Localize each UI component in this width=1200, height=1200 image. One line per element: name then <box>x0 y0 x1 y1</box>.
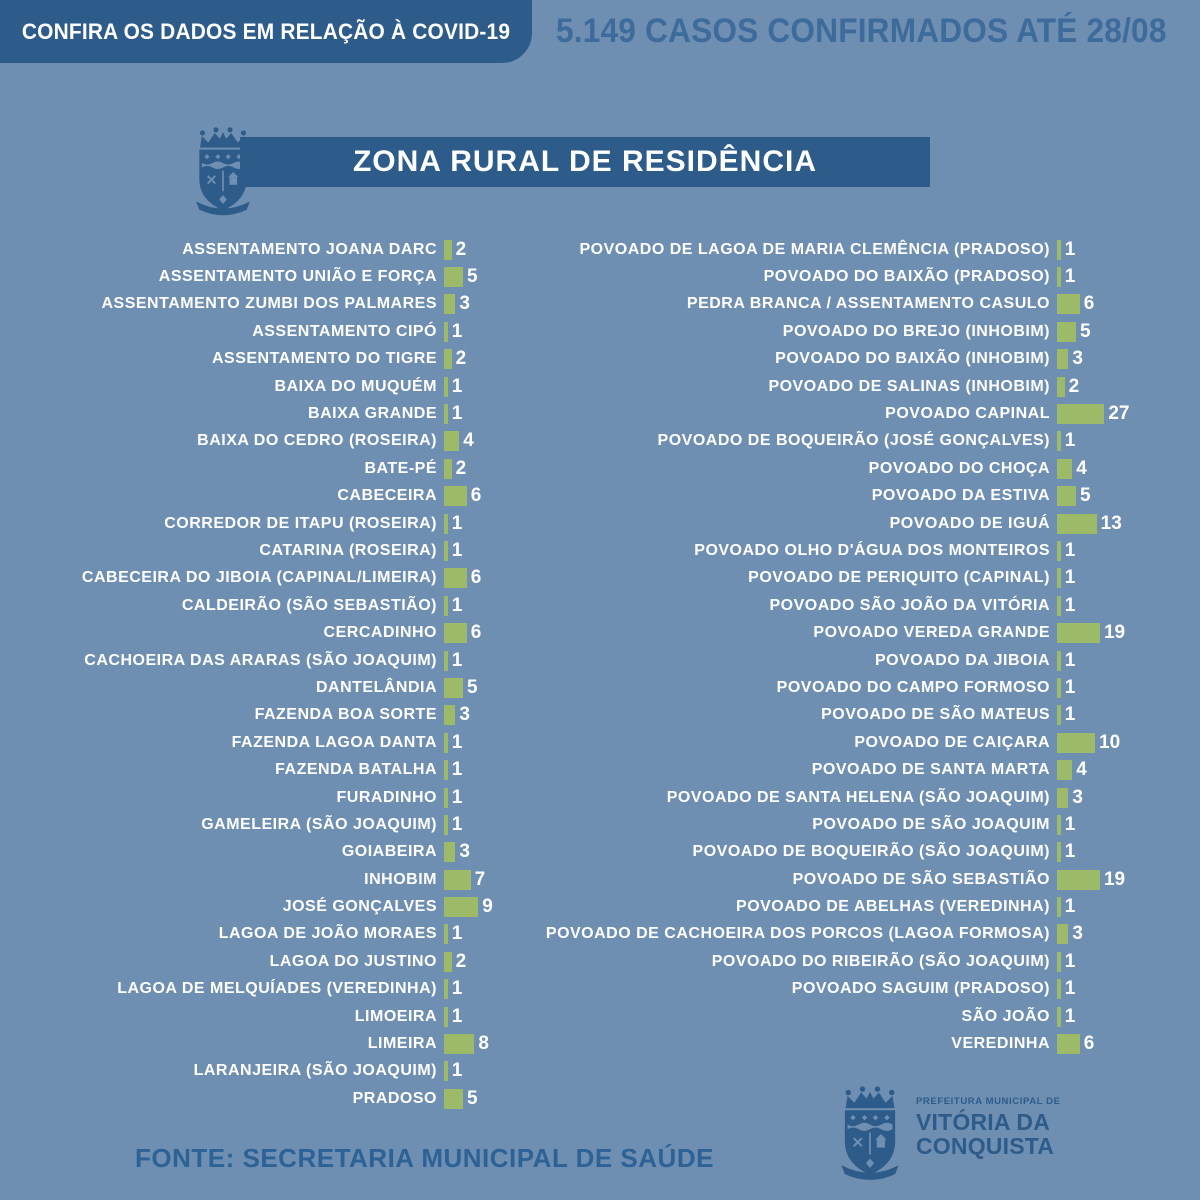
value-bar <box>444 842 455 862</box>
value-bar <box>444 760 448 780</box>
locality-label: ASSENTAMENTO DO TIGRE <box>211 350 437 368</box>
value-label: 19 <box>1103 622 1126 644</box>
locality-label: POVOADO DE BOQUEIRÃO (SÃO JOAQUIM) <box>692 843 1050 861</box>
chart-row <box>0 811 493 838</box>
value-bar <box>1057 678 1061 698</box>
cases-headline: 5.149 CASOS CONFIRMADOS ATÉ 28/08 <box>556 12 1167 50</box>
chart-row <box>0 1030 493 1057</box>
value-label: 1 <box>1064 649 1076 671</box>
chart-row <box>0 866 493 893</box>
value-bar <box>1057 760 1072 780</box>
locality-label: FAZENDA LAGOA DANTA <box>231 733 437 751</box>
chart-row <box>0 373 493 400</box>
locality-label: POVOADO DE SANTA HELENA (SÃO JOAQUIM) <box>666 788 1050 806</box>
locality-label: POVOADO DO RIBEIRÃO (SÃO JOAQUIM) <box>711 952 1050 970</box>
value-label: 2 <box>455 238 467 260</box>
chart-row <box>460 647 1129 674</box>
locality-label: POVOADO DE SÃO MATEUS <box>821 706 1050 724</box>
value-bar <box>1057 842 1061 862</box>
value-label: 4 <box>463 430 474 452</box>
chart-column-right <box>460 236 1129 1058</box>
value-bar <box>1057 870 1100 890</box>
value-label: 1 <box>451 1060 463 1082</box>
chart-row <box>0 784 493 811</box>
value-label: 5 <box>467 676 478 698</box>
locality-label: VEREDINHA <box>951 1035 1050 1053</box>
locality-label: POVOADO DE PERIQUITO (CAPINAL) <box>748 569 1050 587</box>
chart-row <box>460 428 1129 455</box>
locality-label: CORREDOR DE ITAPU (ROSEIRA) <box>164 514 437 532</box>
chart-row <box>460 948 1129 975</box>
value-bar <box>1057 486 1076 506</box>
value-label: 1 <box>451 759 463 781</box>
locality-label: PRADOSO <box>352 1089 437 1107</box>
value-label: 1 <box>451 594 463 616</box>
value-label: 9 <box>482 896 493 918</box>
value-label: 3 <box>459 841 470 863</box>
value-label: 5 <box>467 1087 478 1109</box>
locality-label: POVOADO DE CACHOEIRA DOS PORCOS (LAGOA FORMOSA) <box>545 925 1050 943</box>
locality-label: POVOADO DO CAMPO FORMOSO <box>776 678 1050 696</box>
chart-row <box>460 400 1129 427</box>
locality-label: POVOADO DO BREJO (INHOBIM) <box>782 322 1050 340</box>
locality-label: ASSENTAMENTO CIPÓ <box>252 322 437 340</box>
value-label: 1 <box>1064 950 1076 972</box>
value-label: 2 <box>455 348 467 370</box>
value-bar <box>1057 1034 1080 1054</box>
value-bar <box>1057 651 1061 671</box>
chart-row <box>0 537 493 564</box>
value-label: 6 <box>1083 293 1095 315</box>
chart-row <box>460 976 1129 1003</box>
value-label: 1 <box>451 978 463 1000</box>
value-bar <box>444 404 448 424</box>
value-bar <box>444 459 452 479</box>
value-label: 2 <box>455 950 467 972</box>
value-bar <box>444 596 448 616</box>
chart-row <box>0 893 493 920</box>
value-bar <box>1057 377 1065 397</box>
value-label: 3 <box>459 704 470 726</box>
chart-row <box>0 263 493 290</box>
chart-row <box>460 921 1129 948</box>
value-bar <box>1057 240 1061 260</box>
chart-row <box>0 647 493 674</box>
locality-label: POVOADO DO CHOÇA <box>868 459 1050 477</box>
locality-label: POVOADO DE SÃO SEBASTIÃO <box>792 870 1050 888</box>
value-bar <box>1057 979 1061 999</box>
value-bar <box>1057 349 1068 369</box>
locality-label: LIMOEIRA <box>354 1007 437 1025</box>
chart-row <box>460 483 1129 510</box>
chart-row <box>0 976 493 1003</box>
value-bar <box>444 1007 448 1027</box>
value-label: 27 <box>1108 403 1130 425</box>
chart-row <box>460 866 1129 893</box>
value-bar <box>444 651 448 671</box>
locality-label: POVOADO DE SANTA MARTA <box>811 761 1050 779</box>
title-bar <box>240 137 930 187</box>
value-bar <box>1057 267 1061 287</box>
chart-row <box>460 346 1129 373</box>
footer-logo <box>916 1096 1061 1158</box>
value-bar <box>444 349 452 369</box>
value-label: 5 <box>1080 320 1091 342</box>
value-bar <box>444 924 448 944</box>
value-bar <box>444 733 448 753</box>
value-bar <box>444 979 448 999</box>
value-bar <box>444 431 459 451</box>
value-label: 6 <box>1083 1033 1095 1055</box>
chart-row <box>460 565 1129 592</box>
locality-label: POVOADO DE ABELHAS (VEREDINHA) <box>736 898 1050 916</box>
value-label: 6 <box>470 567 482 589</box>
chart-row <box>0 619 493 646</box>
locality-label: GAMELEIRA (SÃO JOAQUIM) <box>201 815 437 833</box>
locality-label: BATE-PÉ <box>364 459 437 477</box>
value-label: 3 <box>1072 348 1083 370</box>
locality-label: ASSENTAMENTO UNIÃO E FORÇA <box>158 268 437 286</box>
locality-label: POVOADO DA JIBOIA <box>874 651 1050 669</box>
value-bar <box>1057 514 1097 534</box>
locality-label: POVOADO SÃO JOÃO DA VITÓRIA <box>769 596 1050 614</box>
value-bar <box>444 705 455 725</box>
value-label: 1 <box>1064 813 1076 835</box>
locality-label: FURADINHO <box>336 788 437 806</box>
chart-row <box>460 537 1129 564</box>
locality-label: POVOADO CAPINAL <box>885 405 1050 423</box>
locality-label: LIMEIRA <box>367 1035 437 1053</box>
chart-row <box>460 839 1129 866</box>
value-label: 1 <box>451 813 463 835</box>
value-label: 1 <box>1064 676 1076 698</box>
chart-row <box>460 318 1129 345</box>
value-bar <box>1057 952 1061 972</box>
chart-row <box>0 318 493 345</box>
chart-row <box>460 510 1129 537</box>
locality-label: POVOADO DE CAIÇARA <box>854 733 1050 751</box>
chart-row <box>0 839 493 866</box>
value-bar <box>1057 459 1072 479</box>
value-label: 1 <box>1064 539 1076 561</box>
locality-label: POVOADO DE SALINAS (INHOBIM) <box>768 377 1050 395</box>
locality-label: LAGOA DE JOÃO MORAES <box>218 925 437 943</box>
source-text: FONTE: SECRETARIA MUNICIPAL DE SAÚDE <box>135 1143 714 1173</box>
value-label: 3 <box>1072 786 1083 808</box>
value-label: 1 <box>451 923 463 945</box>
value-label: 1 <box>451 731 463 753</box>
chart-row <box>0 483 493 510</box>
chart-row <box>0 565 493 592</box>
locality-label: CATARINA (ROSEIRA) <box>259 541 437 559</box>
chart-row <box>460 702 1129 729</box>
value-label: 1 <box>451 320 463 342</box>
value-label: 1 <box>451 786 463 808</box>
locality-label: LAGOA DE MELQUÍADES (VEREDINHA) <box>117 980 437 998</box>
locality-label: POVOADO OLHO D'ÁGUA DOS MONTEIROS <box>694 541 1050 559</box>
value-label: 1 <box>451 1005 463 1027</box>
value-label: 1 <box>451 403 463 425</box>
locality-label: POVOADO VEREDA GRANDE <box>813 624 1050 642</box>
locality-label: CABECEIRA <box>337 487 437 505</box>
value-bar <box>1057 788 1068 808</box>
value-label: 8 <box>478 1033 489 1055</box>
locality-label: POVOADO DO BAIXÃO (PRADOSO) <box>763 268 1050 286</box>
locality-label: CERCADINHO <box>323 624 437 642</box>
locality-label: POVOADO DE BOQUEIRÃO (JOSÉ GONÇALVES) <box>657 432 1050 450</box>
value-bar <box>444 952 452 972</box>
chart-row <box>460 729 1129 756</box>
page-title: ZONA RURAL DE RESIDÊNCIA <box>352 145 818 178</box>
value-bar <box>1057 897 1061 917</box>
chart-row <box>460 236 1129 263</box>
chart-row <box>0 346 493 373</box>
chart-column-left <box>0 236 493 1113</box>
chart-row <box>0 756 493 783</box>
value-label: 7 <box>474 868 486 890</box>
value-label: 1 <box>1064 704 1076 726</box>
chart-row <box>0 948 493 975</box>
chart-row <box>0 592 493 619</box>
chart-row <box>460 756 1129 783</box>
city-crest-footer-icon <box>836 1086 904 1182</box>
value-label: 4 <box>1076 457 1087 479</box>
value-bar <box>444 294 455 314</box>
chart-row <box>460 592 1129 619</box>
chart-row <box>460 455 1129 482</box>
value-label: 1 <box>1064 567 1076 589</box>
chart-row <box>460 619 1129 646</box>
value-label: 10 <box>1099 731 1121 753</box>
value-bar <box>444 240 452 260</box>
locality-label: POVOADO DO BAIXÃO (INHOBIM) <box>775 350 1050 368</box>
value-label: 5 <box>1080 485 1091 507</box>
value-bar <box>1057 541 1061 561</box>
locality-label: LARANJEIRA (SÃO JOAQUIM) <box>193 1062 437 1080</box>
locality-label: ASSENTAMENTO JOANA DARC <box>182 240 437 258</box>
value-label: 4 <box>1076 759 1087 781</box>
locality-label: POVOADO DE LAGOA DE MARIA CLEMÊNCIA (PRADOSO) <box>579 240 1050 258</box>
value-bar <box>1057 596 1061 616</box>
chart-row <box>460 1003 1129 1030</box>
locality-label: POVOADO DE SÃO JOAQUIM <box>812 815 1050 833</box>
value-label: 5 <box>467 266 478 288</box>
value-label: 1 <box>1064 238 1076 260</box>
chart-row <box>460 291 1129 318</box>
chart-row <box>0 455 493 482</box>
banner-label: CONFIRA OS DADOS EM RELAÇÃO À COVID-19 <box>21 18 511 44</box>
value-label: 1 <box>451 649 463 671</box>
locality-label: CACHOEIRA DAS ARARAS (SÃO JOAQUIM) <box>84 651 437 669</box>
locality-label: POVOADO DA ESTIVA <box>871 487 1050 505</box>
locality-label: GOIABEIRA <box>341 843 437 861</box>
chart-row <box>460 263 1129 290</box>
value-label: 1 <box>1064 1005 1076 1027</box>
chart-row <box>460 811 1129 838</box>
locality-label: JOSÉ GONÇALVES <box>282 898 437 916</box>
logo-subtitle: PREFEITURA MUNICIPAL DE <box>916 1096 1061 1107</box>
value-bar <box>444 514 448 534</box>
locality-label: BAIXA GRANDE <box>308 405 437 423</box>
chart-row <box>0 1058 493 1085</box>
value-bar <box>444 788 448 808</box>
locality-label: ASSENTAMENTO ZUMBI DOS PALMARES <box>101 295 437 313</box>
locality-label: CABECEIRA DO JIBOIA (CAPINAL/LIMEIRA) <box>81 569 437 587</box>
chart-row <box>0 236 493 263</box>
value-bar <box>1057 322 1076 342</box>
value-label: 1 <box>1064 978 1076 1000</box>
value-label: 1 <box>1064 430 1076 452</box>
chart-row <box>0 702 493 729</box>
value-label: 19 <box>1103 868 1126 890</box>
locality-label: DANTELÂNDIA <box>315 678 437 696</box>
chart-row <box>0 729 493 756</box>
value-bar <box>1057 924 1068 944</box>
chart-row <box>0 1003 493 1030</box>
locality-label: SÃO JOÃO <box>961 1007 1050 1025</box>
chart-row <box>0 1085 493 1112</box>
value-bar <box>1057 1007 1061 1027</box>
value-label: 1 <box>1064 841 1076 863</box>
value-label: 1 <box>451 375 463 397</box>
chart-row <box>460 893 1129 920</box>
chart-row <box>0 400 493 427</box>
value-bar <box>444 1089 463 1109</box>
chart-row <box>460 373 1129 400</box>
chart-row <box>0 510 493 537</box>
value-bar <box>1057 623 1100 643</box>
value-label: 1 <box>1064 896 1076 918</box>
chart-row <box>460 674 1129 701</box>
value-bar <box>444 322 448 342</box>
chart-row <box>460 784 1129 811</box>
chart-row <box>0 921 493 948</box>
chart-row <box>0 291 493 318</box>
value-bar <box>444 1061 448 1081</box>
locality-label: POVOADO SAGUIM (PRADOSO) <box>791 980 1050 998</box>
locality-label: BAIXA DO CEDRO (ROSEIRA) <box>197 432 437 450</box>
value-label: 3 <box>459 293 470 315</box>
value-label: 1 <box>1064 266 1076 288</box>
logo-title-line2: CONQUISTA <box>916 1133 1055 1159</box>
locality-label: FAZENDA BATALHA <box>275 761 437 779</box>
value-label: 1 <box>451 539 463 561</box>
value-bar <box>1057 404 1104 424</box>
locality-label: PEDRA BRANCA / ASSENTAMENTO CASULO <box>686 295 1050 313</box>
value-bar <box>444 815 448 835</box>
value-label: 6 <box>470 485 482 507</box>
chart-row <box>460 1030 1129 1057</box>
value-bar <box>1057 294 1080 314</box>
value-bar <box>1057 431 1061 451</box>
value-bar <box>444 377 448 397</box>
value-label: 13 <box>1100 512 1122 534</box>
value-label: 2 <box>1068 375 1080 397</box>
locality-label: LAGOA DO JUSTINO <box>269 952 437 970</box>
value-label: 6 <box>470 622 482 644</box>
covid-banner <box>0 0 532 63</box>
value-bar <box>1057 733 1095 753</box>
value-label: 3 <box>1072 923 1083 945</box>
value-label: 1 <box>451 512 463 534</box>
locality-label: INHOBIM <box>364 870 437 888</box>
locality-label: CALDEIRÃO (SÃO SEBASTIÃO) <box>181 596 437 614</box>
value-label: 2 <box>455 457 467 479</box>
locality-label: FAZENDA BOA SORTE <box>254 706 437 724</box>
value-bar <box>1057 705 1061 725</box>
chart-row <box>0 674 493 701</box>
locality-label: BAIXA DO MUQUÉM <box>274 377 437 395</box>
value-bar <box>1057 568 1061 588</box>
value-bar <box>444 541 448 561</box>
value-label: 1 <box>1064 594 1076 616</box>
logo-title-line1: VITÓRIA DA <box>916 1109 1051 1135</box>
value-bar <box>1057 815 1061 835</box>
locality-label: POVOADO DE IGUÁ <box>889 514 1050 532</box>
chart-row <box>0 428 493 455</box>
